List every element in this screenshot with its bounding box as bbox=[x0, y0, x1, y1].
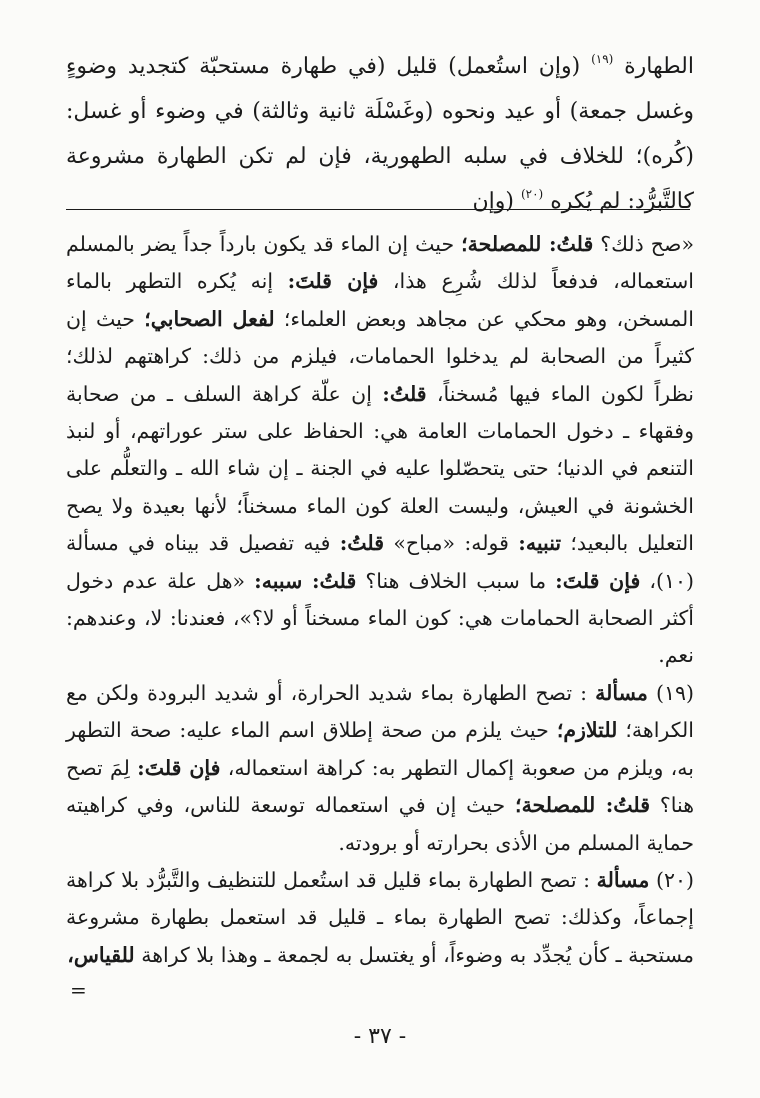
footnote-text: : تصح الطهارة بماء شديد الحرارة، أو شديد البرودة ولكن مع الكراهة؛ bbox=[66, 680, 694, 743]
footnote-text: لِمَ تصح هنا؟ bbox=[66, 755, 695, 818]
footnote-bold: فإن قلتَ: bbox=[137, 755, 221, 780]
footnote-20 bbox=[66, 862, 694, 974]
footnote-text: حيث إن الماء قد يكون بارداً جداً يضر بالمسلم استعماله، فدفعاً لذلك شُرِع هذا، bbox=[66, 232, 694, 294]
footnote-text: حيث إن في استعماله توسعة للناس، وفي كراهيته حماية المسلم من الأذى بحرارته أو برودته. bbox=[66, 793, 694, 855]
main-text-run: (وإن bbox=[472, 189, 521, 214]
footnote-text: «صح ذلك؟ bbox=[593, 232, 694, 256]
footnote-bold: قلتُ: bbox=[382, 381, 427, 406]
footnote-bold: فإن قلتَ: bbox=[555, 568, 641, 593]
footnote-number: (٢٠) bbox=[649, 867, 694, 892]
footnote-ref-19: (١٩) bbox=[591, 52, 614, 66]
main-text bbox=[66, 44, 694, 224]
footnote-bold: تنبيه: bbox=[518, 531, 562, 556]
footnote-text: حيث إن كثيراً من الصحابة لم يدخلوا الحمامات، فيلزم من ذلك: كراهتهم لذلك؛ نظراً لكون الماء فيها مُسخناً، bbox=[66, 306, 694, 406]
footnote-bold: قلتُ: سببه: bbox=[254, 568, 357, 593]
main-text-run: (وإن استُعمل) قليل (في طهارة مستحبّة كتجديد وضوءٍ وغسل bbox=[66, 54, 694, 124]
footnote-ref-20: (٢٠) bbox=[520, 187, 544, 201]
footnote-text: إن علّة كراهة السلف ـ من صحابة وفقهاء ـ دخول الحمامات العامة هي: الحفاظ على ستر عوراتهم، أو لنبذ التنعم في الدنيا؛ حتى يتحصّلوا عليه في الجنة ـ إن شاء الله ـ والتعلُّم على الخشونة في العيش، وليست العلة كون الماء مسخناً؛ لأنها بعيدة ولا يصح التعليل بالبعيد؛ bbox=[66, 381, 694, 556]
footnote-label: مسألة bbox=[596, 867, 650, 892]
footnote-bold: قلتُ: bbox=[339, 531, 385, 556]
footnote-text: حيث يلزم من صحة إطلاق اسم الماء عليه: صحة التطهر به، ويلزم من صعوبة إكمال التطهر به: كراهة استعماله، bbox=[66, 718, 694, 780]
footnote-19 bbox=[66, 675, 694, 862]
footnote-text: فيه تفصيل قد بيناه في مسألة (١٠)، bbox=[66, 531, 694, 593]
footnote-bold: لفعل الصحابي؛ bbox=[144, 306, 275, 331]
footnote-bold: فإن قلتَ: bbox=[287, 269, 379, 294]
footnote-continued bbox=[66, 226, 694, 675]
footnote-separator bbox=[66, 209, 690, 210]
footnote-text: إنه يُكره التطهر بالماء المسخن، وهو محكي عن مجاهد وبعض العلماء؛ bbox=[66, 269, 694, 331]
main-text-run: جمعة) أو عيد ونحوه (وغَسْلَة ثانية وثالثة) في وضوء أو غسل: (كُره)؛ للخلاف bbox=[66, 99, 694, 169]
footnote-text: «هل علة عدم دخول أكثر الصحابة الحمامات هي: كون الماء مسخناً أو لا؟»، فعندنا: لا، وعندهم: نعم. bbox=[66, 568, 694, 668]
footnote-bold: للتلازم؛ bbox=[556, 718, 618, 743]
footnote-number: (١٩) bbox=[647, 680, 694, 705]
page-number: - ٣٧ - bbox=[353, 1024, 407, 1049]
footnote-label: مسألة bbox=[595, 680, 648, 705]
footnote-text: ما سبب الخلاف هنا؟ bbox=[356, 568, 556, 593]
footnotes bbox=[66, 226, 694, 974]
main-text-run: في سلبه الطهورية، فإن لم تكن الطهارة مشروعة كالتَّبرُّد: لم يُكره bbox=[66, 144, 694, 214]
footnote-bold: قلتُ: للمصلحة؛ bbox=[461, 232, 594, 256]
footnote-text: : تصح الطهارة بماء قليل قد استُعمل للتنظيف والتَّبرُّد بلا كراهة إجماعاً، وكذلك: تصح الطهارة بماء ـ قليل قد استعمل بطهارة مشروعة مستحبة ـ كأن يُجدِّد به وضوءاً، أو يغتسل به لجمعة ـ وهذا بلا كراهة bbox=[66, 867, 694, 967]
footnote-bold: للقياس، bbox=[67, 942, 135, 967]
footnote-bold: قلتُ: للمصلحة؛ bbox=[515, 793, 651, 818]
main-text-run: الطهارة bbox=[613, 54, 695, 79]
continuation-mark: = bbox=[70, 978, 87, 1002]
footnote-text: قوله: «مباح» bbox=[384, 531, 519, 556]
